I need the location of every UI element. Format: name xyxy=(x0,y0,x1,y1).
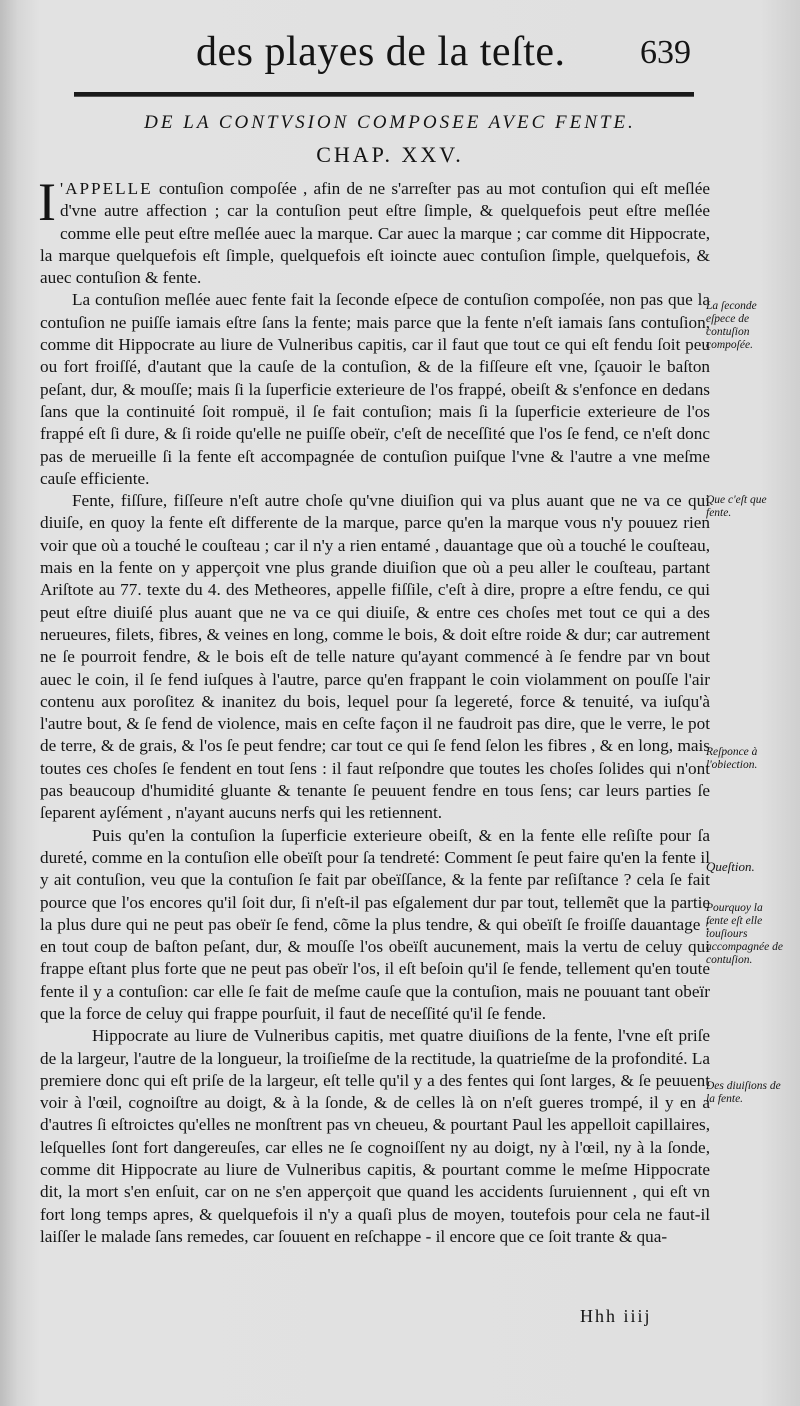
paragraph-1-text: contuſion compoſée , afin de ne s'arreſter pas au mot contuſion qui eſt meſlée d'vne autre affection ; car la contuſion peut eſtre ſimple, & quelquefois peut eſtre meſlée comme elle peut eſtre meſlée auec la marque. Car auec la marque ; car comme dit Hippocrate, la marque quelquefois eſt ſimple, quelquefois eſt ioincte auec contuſion ſimple, quelquefois, & auec contuſion & fente. xyxy=(40,179,710,288)
paragraph-1-opening: 'APPELLE xyxy=(59,179,153,198)
body-text xyxy=(38,172,711,1248)
margin-note-seconde-espece: La ſeconde eſpece de contuſion compoſée. xyxy=(706,300,757,351)
header-rule xyxy=(74,92,694,97)
paragraph-5: Hippocrate au liure de Vulneribus capitis, met quatre diuiſions de la fente, l'vne eſt priſe de la largeur, l'autre de la longueur, la troiſieſme de la rectitude, la quatrieſme de la profondité. La premiere donc qui eſt priſe de la largeur, eſt telle qu'il y a des fentes qui ſont larges, & ſe peuuent voir à l'œil, cognoiſtre au doigt, & à la ſonde, & de celles là on n'eſt gueres trompé, il y en a d'autres ſi eſtroictes qu'elles ne monſtrent pas vn cheueu, & pourtant Paul les appelloit capillaires, leſquelles ſont fort dangereuſes, car elles ne ſe cognoiſſent ny au doigt, ny à l'œil, ny à la ſonde, comme dit Hippocrate au liure de Vulneribus capitis, & pourtant comme le meſme Hippocrate dit, la mort s'en enſuit, car on ne s'en apperçoit que quand les accidents ſuruiennent , qui eſt vn fort long temps apres, & quelquefois il n'y a quaſi plus de moyen, toutefois pour cela ne faut-il laiſſer le malade ſans remedes, car ſouuent en reſchappe - il encore que ce ſoit trante & qua- xyxy=(40,1026,711,1246)
signature-mark: Hhh iiij xyxy=(580,1306,652,1326)
margin-note-reponse: Reſponce à l'obiection. xyxy=(706,746,758,771)
paragraph-4: Puis qu'en la contuſion la ſuperficie exterieure obeiſt, & en la fente elle reſiſte pour ſa dureté, comme en la contuſion elle obeïſt pour ſa tendreté: Comment ſe peut faire qu'en la fente il y ait contuſion, veu que la contuſion ſe fait par obeïſſance, & la fente par reſiſtance ? cela ſe fait pource que l'os encores qu'il ſoit dur, ſi n'eſt-il pas eſgalement dur par tout, tellemẽt que la partie la plus dure qui ne peut pas obeïr ſe fend, cõme la plus tendre, & qui obeïſt ſe froiſſe dauantage : en tout coup de baſton peſant, dur, & mouſſe l'os obeïſt aucunement, mais la vertu de celuy qui frappe eſtant plus forte que ne peut pas obeïr l'os, il eſt beſoin qu'il ſe fende, tellement qu'en toute fente il y a contuſion: car elle ſe fait de meſme cauſe que la contuſion, mais ne pouuant tant obeïr que la force de celuy qui frappe pourſuit, il faut de neceſſité qu'il ſe fende. xyxy=(40,825,710,1023)
paragraph-3: Fente, fiſſure, fiſſeure n'eſt autre choſe qu'vne diuiſion qui va plus auant que ne va ce qui diuiſe, en quoy la fente eſt differente de la marque, parce qu'en la marque vous n'y pouuez rien voir que où a touché le couſteau ; car il n'y a rien entamé , dauantage que où a touché le couſteau, mais en la fente on y apperçoit vne plus grande diuiſion que où a peu aller le couſteau, partant Ariſtote au 77. texte du 4. des Metheores, appelle fiſſile, c'eſt à dire, propre a eſtre fendu, ce qui peut eſtre diuiſé plus auant que ne va ce qui diuiſe, & entre ces choſes met tout ce qui a des nerueures, filets, fibres, & veines en long, comme le bois, & doit eſtre roide & dur; car autrement ne ſe pourroit fendre, & le bois eſt de telle nature qu'ayant commencé à ſe fendre par vn bout auec le coin, il ſe fend iuſques à l'autre, parce qu'en frappant le coin violamment on pouſſe l'air contenu aux poroſitez & inanitez du bois, lequel pour ſa legereté, force & tenuité, va iuſqu'à l'autre bout, & ſe fend de violence, mais en ceſte façon il ne faudroit pas dire, que le verre, le pot de terre, & de grais, & l'os ſe peut fendre; car tout ce qui ſe fend ſelon les fibres , & en long, mais toutes ces choſes ſe fendent en tout ſens : il faut reſpondre que toutes les choſes ſolides qui n'ont pas beaucoup d'humidité gluante & tenante ſe peuuent fendre en tous ſens; car leurs parties ſe ſeparent ayſément , n'ayant aucuns nerfs qui les retiennent. xyxy=(40,491,710,823)
margin-note-pourquoy: Pourquoy la fente eſt elle touſiours accompagnée de contuſion. xyxy=(706,902,783,966)
drop-cap: I xyxy=(38,172,56,232)
margin-note-que-fente: Que c'eſt que fente. xyxy=(706,494,767,519)
running-head xyxy=(0,28,800,88)
margin-note-question: Queſtion. xyxy=(706,859,755,874)
page-number: 639 xyxy=(640,34,691,71)
chapter-title: DE LA CONTVSION COMPOSEE AVEC FENTE. xyxy=(144,112,636,133)
paragraph-1 xyxy=(38,172,710,289)
margin-note-diuisions: Des diuiſions de la fente. xyxy=(706,1080,781,1105)
running-head-title: des playes de la teſte. xyxy=(196,29,566,75)
chapter-number: CHAP. XXV. xyxy=(316,142,464,167)
paragraph-2: La contuſion meſlée auec fente fait la ſeconde eſpece de contuſion compoſée, non pas que la contuſion ne puiſſe iamais eſtre ſans la fente; mais parce que la fente n'eſt iamais ſans contuſion, comme dit Hippocrate au liure de Vulneribus capitis, car il faut que tout ce qui eſt fendu ſoit peu ou fort froiſſé, d'autant que la cauſe de la contuſion, & de la fiſſeure eſt vne, ſçauoir le baſton peſant, dur, & mouſſe; mais ſi la ſuperficie exterieure de l'os frappé, obeiſt & s'enfonce en dedans ſans que la continuité ſoit rompuë, il ſe fait contuſion; mais ſi la ſuperficie exterieure de l'os frappé eſt ſi dure, & ſi roide qu'elle ne puiſſe obeïr, c'eſt de neceſſité que l'os ſe fend, ce n'eſt donc pas de merueille ſi la fente eſt accompagnée de contuſion puiſque l'vne & l'autre a vne meſme cauſe efficiente. xyxy=(40,290,710,488)
